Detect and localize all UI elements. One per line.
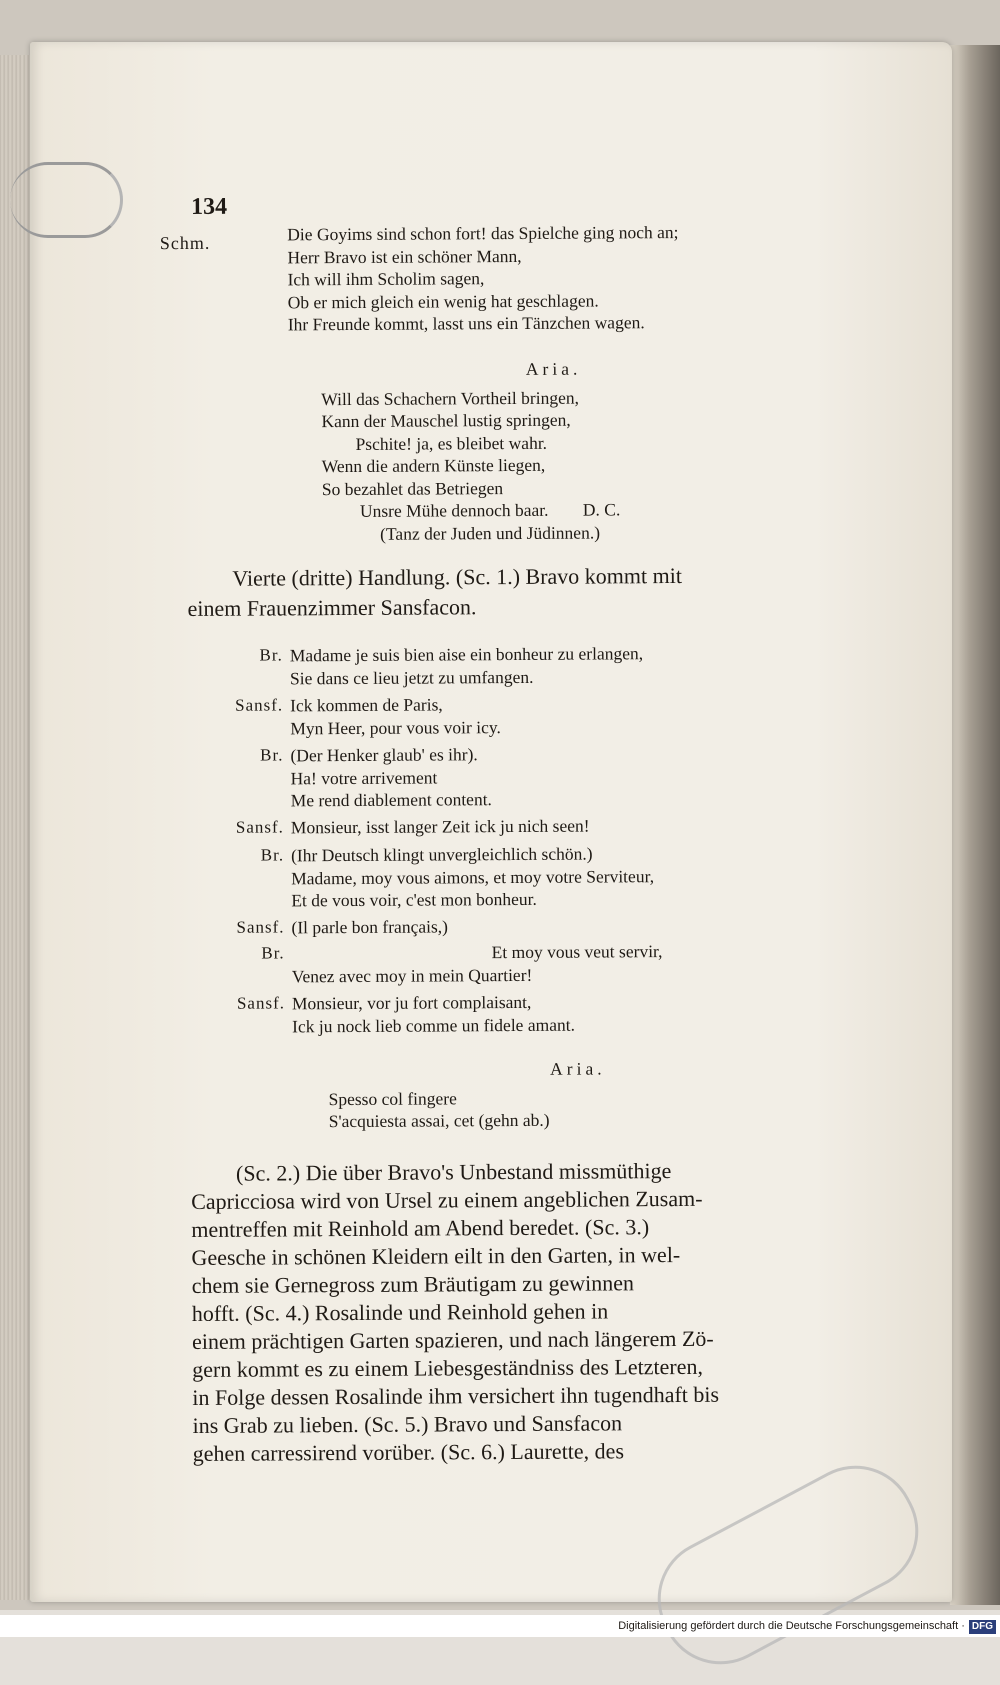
dialogue-turn: [189, 841, 884, 917]
dialogue-turn: [190, 989, 885, 1043]
prose-line: mentreffen mit Reinhold am Abend beredet. (Sc. 3.): [191, 1214, 650, 1242]
aria-title: Aria.: [550, 1058, 606, 1079]
verse-line: Ob er mich gleich ein wenig hat geschlagen.: [287, 289, 599, 312]
aria-lines: [321, 383, 1000, 545]
dialogue-section: [188, 641, 885, 1043]
verse-line: Pschite! ja, es bleibet wahr.: [355, 432, 548, 454]
da-capo-mark: D. C.: [582, 499, 621, 520]
speaker-label: Br.: [261, 943, 285, 963]
schmul-speech: [159, 221, 881, 352]
prose-line: Geesche in schönen Kleidern eilt in den Garten, in wel-: [191, 1241, 681, 1270]
dialogue-line: Et moy vous veut servir,: [491, 941, 663, 963]
dialogue-line: Ha! votre arrivement: [290, 766, 438, 788]
dialogue-line: (Ihr Deutsch klingt unvergleichlich schön.): [290, 843, 593, 866]
prose-line: hofft. (Sc. 4.) Rosalinde und Reinhold gehen in: [191, 1298, 609, 1326]
verse-line: Spesso col fingere: [328, 1087, 457, 1109]
speaker-label: Sansf.: [235, 817, 284, 837]
prose-paragraph: [191, 1156, 888, 1468]
footer-credit: Digitalisierung gefördert durch die Deutsche Forschungsgemeinschaft ·: [618, 1620, 965, 1632]
verse-line: Unsre Mühe dennoch baar.: [359, 499, 549, 521]
verse-line: Kann der Mauschel lustig springen,: [321, 409, 571, 432]
prose-line: gehen carressirend vorüber. (Sc. 6.) Laurette, des: [192, 1438, 625, 1466]
speech-lines: [287, 221, 679, 336]
prose-line: ins Grab zu lieben. (Sc. 5.) Bravo und Sansfacon: [192, 1410, 623, 1438]
dialogue-line: (Der Henker glaub' es ihr).: [290, 744, 478, 766]
aria-lines: [328, 1083, 1000, 1132]
prose-line: gern kommt es zu einem Liebesgeständniss des Letzteren,: [192, 1353, 703, 1382]
verse-line: Ihr Freunde kommt, lasst uns ein Tänzchen wagen.: [287, 312, 645, 335]
act-heading: [187, 560, 882, 624]
speaker-label: Schm.: [159, 232, 211, 254]
dialogue-line: Myn Heer, pour vous voir icy.: [290, 716, 501, 738]
verse-line: Herr Bravo ist ein schöner Mann,: [287, 245, 522, 267]
dialogue-line: Monsieur, isst langer Zeit ick ju nich seen!: [290, 815, 590, 838]
dialogue-line: Madame je suis bien aise ein bonheur zu erlangen,: [289, 643, 644, 666]
speaker-label: Sansf.: [236, 917, 285, 937]
dialogue-line: Et de vous voir, c'est mon bonheur.: [291, 888, 537, 911]
dialogue-line: Me rend diablement content.: [290, 789, 492, 811]
aria-section: [190, 1056, 885, 1134]
page-content: [159, 188, 880, 1466]
verse-line: S'acquiesta assai, cet (gehn ab.): [328, 1109, 550, 1132]
act-heading-line: einem Frauenzimmer Sansfacon.: [187, 594, 477, 621]
prose-line: (Sc. 2.) Die über Bravo's Unbestand missmüthige: [235, 1158, 672, 1186]
aria-section: [186, 356, 882, 546]
paper-clip-icon: [637, 1445, 940, 1685]
dialogue-line: (Il parle bon français,): [291, 916, 449, 938]
dialogue-line: Monsieur, vor ju fort complaisant,: [291, 991, 532, 1014]
dialogue-line: Venez avec moy in mein Quartier!: [291, 964, 533, 986]
dialogue-line: Sie dans ce lieu jetzt zu umfangen.: [289, 666, 534, 688]
speaker-label: Br.: [260, 845, 285, 865]
dialogue-turn: [189, 813, 884, 845]
paper-clip-icon: [10, 162, 123, 238]
dialogue-turn: [188, 741, 883, 817]
speaker-label: Sansf.: [235, 695, 284, 715]
book-page: [30, 42, 952, 1602]
dialogue-line: Ick kommen de Paris,: [290, 694, 443, 716]
speaker-label: Sansf.: [236, 993, 286, 1013]
verse-line: Wenn die andern Künste liegen,: [321, 454, 546, 477]
stage-direction: (Tanz der Juden und Jüdinnen.): [380, 521, 601, 544]
page-number: 134: [191, 193, 228, 220]
verse-line: Ich will ihm Scholim sagen,: [287, 268, 485, 290]
prose-line: in Folge dessen Rosalinde ihm versichert ihn tugendhaft bis: [192, 1381, 720, 1410]
dialogue-turn: [188, 641, 883, 695]
prose-line: chem sie Gernegross zum Bräutigam zu gewinnen: [191, 1270, 635, 1298]
dialogue-turn: [188, 691, 883, 745]
digitization-footer: [0, 1615, 1000, 1637]
speaker-label: Br.: [259, 645, 283, 665]
dfg-logo: DFG: [969, 1620, 996, 1634]
aria-title: Aria.: [525, 358, 582, 379]
prose-line: Capricciosa wird von Ursel zu einem angeblichen Zusam-: [191, 1185, 703, 1214]
page-stack-edge: [0, 55, 32, 1600]
dialogue-turn: [190, 939, 885, 993]
prose-line: einem prächtigen Garten spazieren, und nach längerem Zö-: [191, 1325, 714, 1354]
dialogue-line: Madame, moy vous aimons, et moy votre Serviteur,: [291, 865, 655, 888]
verse-line: Will das Schachern Vortheil bringen,: [321, 387, 580, 409]
verse-line: Die Goyims sind schon fort! das Spielche ging noch an;: [287, 221, 679, 245]
verse-line: So bezahlet das Betriegen: [321, 477, 504, 499]
dialogue-line: Ick ju nock lieb comme un fidele amant.: [292, 1014, 575, 1036]
speaker-label: Br.: [260, 745, 284, 765]
act-heading-line: Vierte (dritte) Handlung. (Sc. 1.) Bravo kommt mit: [232, 562, 683, 591]
